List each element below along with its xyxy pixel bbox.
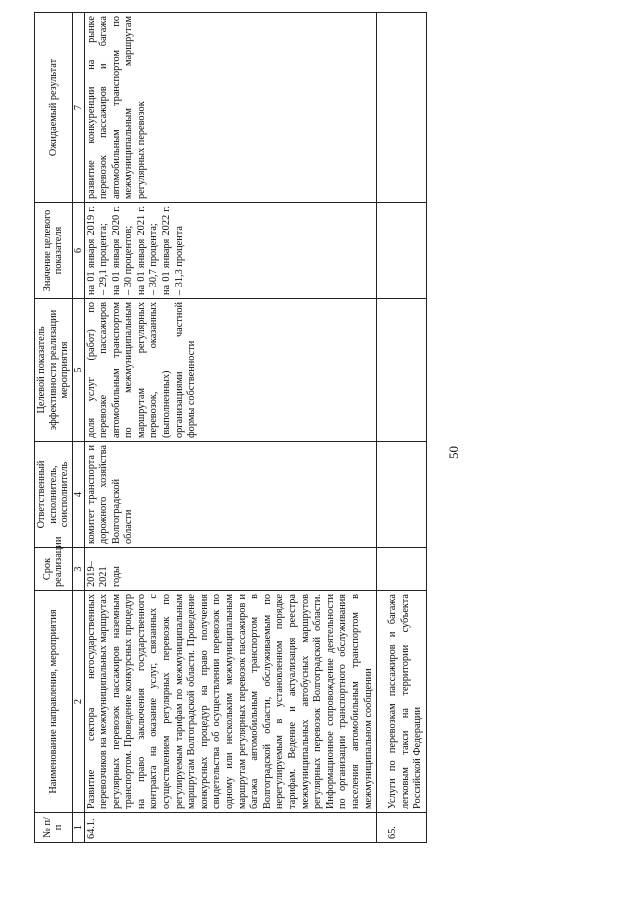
responsible-executor: комитет транспорта и дорожного хозяйства Волгоградской области bbox=[84, 442, 377, 548]
table-row bbox=[84, 13, 377, 843]
table-row bbox=[377, 13, 427, 843]
row-number: 64.1. bbox=[84, 813, 377, 843]
row-number: 65. bbox=[377, 813, 427, 843]
measure-name: Развитие сектора негосударственных перевозчиков на межмуниципальных маршрутах регулярных перевозок пассажиров наземным транспортом. Проведение конкурсных процедур на право заключения государственного контракта на оказание услуг, связанных с осуществлением регулярных перевозок по регулируемым тарифам по межмуниципальным маршрутам Волгоградской области. Проведение конкурсных процедур на право получения свидетельства об осуществлении перевозок по одному или нескольким межмуниципальным маршрутам регулярных перевозок пассажиров и багажа автомобильным транспортом в Волгоградской области, обслуживаемым по нерегулируемым в установленном порядке тарифам. Ведение и актуализация реестра межмуниципальных автобусных маршрутов регулярных перевозок Волгоградской области. Информационное сопровождение деятельности по организации транспортного обслуживания населения автомобильным транспортом в межмуниципальном сообщении bbox=[84, 591, 377, 813]
header-number: № п/п bbox=[35, 813, 73, 843]
target-indicator bbox=[377, 299, 427, 442]
measure-name: Услуги по перевозкам пассажиров и багажа легковым такси на территории субъекта Российской Федерации bbox=[377, 591, 427, 813]
column-number: 7 bbox=[72, 13, 84, 203]
column-number: 4 bbox=[72, 442, 84, 548]
column-number: 1 bbox=[72, 813, 84, 843]
header-name: Наименование направления, мероприятия bbox=[35, 591, 73, 813]
expected-result bbox=[377, 13, 427, 203]
header-value: Значение целевого показателя bbox=[35, 203, 73, 299]
implementation-term bbox=[377, 548, 427, 591]
column-number: 3 bbox=[72, 548, 84, 591]
indicator-value bbox=[377, 203, 427, 299]
target-indicator: доля услуг (работ) по перевозке пассажиров автомобильным транспортом по межмуниципальным маршрутам регулярных перевозок, оказанных (выполненных) организациями частной формы собственности bbox=[84, 299, 377, 442]
responsible-executor bbox=[377, 442, 427, 548]
indicator-value: на 01 января 2019 г. – 29,1 процента; на 01 января 2020 г. – 30 процентов; на 01 января 2021 г. – 30,7 процента; на 01 января 2022 г. – 31,3 процента bbox=[84, 203, 377, 299]
measures-table bbox=[34, 12, 427, 843]
header-row bbox=[35, 13, 73, 843]
column-number-row bbox=[72, 13, 84, 843]
column-number: 6 bbox=[72, 203, 84, 299]
column-number: 5 bbox=[72, 299, 84, 442]
expected-result: развитие конкуренции на рынке перевозок пассажиров и багажа автомобильным транспортом по межмуниципальным маршрутам регулярных перевозок bbox=[84, 13, 377, 203]
page-number: 50 bbox=[446, 446, 461, 459]
header-result: Ожидаемый результат bbox=[35, 13, 73, 203]
column-number: 2 bbox=[72, 591, 84, 813]
header-executor: Ответственный исполнитель, соисполнитель bbox=[35, 442, 73, 548]
implementation-term: 2019–2021 годы bbox=[84, 548, 377, 591]
header-term: Срок реализации bbox=[35, 548, 73, 591]
header-indicator: Целевой показатель эффективности реализации мероприятия bbox=[35, 299, 73, 442]
